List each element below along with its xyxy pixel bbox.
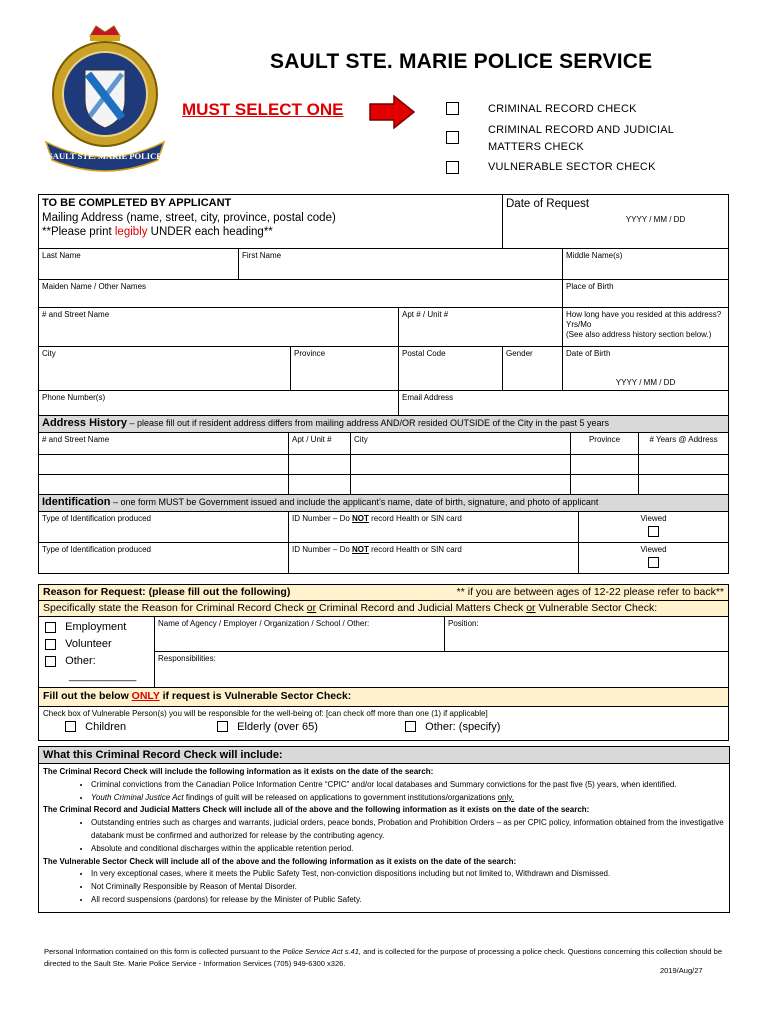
elderly-checkbox[interactable]	[217, 721, 228, 732]
arrow-right-icon	[368, 94, 416, 130]
id-viewed-2-cell	[579, 542, 729, 573]
employment-checkbox[interactable]	[45, 622, 56, 633]
history-apt-label: Apt / Unit #	[289, 432, 351, 454]
id-viewed-1-label: Viewed	[640, 513, 667, 523]
history-row-2-apt[interactable]	[289, 474, 351, 494]
middle-name-field[interactable]	[563, 249, 729, 280]
address-history-header: Address History – please fill out if resident address differs from mailing address AND/OR resided OUTSIDE of the City in the past 5 years	[39, 416, 729, 433]
id-viewed-2-label: Viewed	[640, 544, 667, 554]
crc-item-1: • Criminal convictions from the Canadian Police Information Centre “CPIC” and/or local databases and Summary convictions for the past five (5) years, when identified.	[91, 779, 725, 792]
reason-instruction: Specifically state the Reason for Criminal Record Check or Criminal Record and Judicial Matters Check or Vulnerable Sector Check:	[39, 601, 729, 617]
history-row-2-street[interactable]	[39, 474, 289, 494]
postal-code-field[interactable]	[399, 347, 503, 391]
history-row-1-city[interactable]	[351, 454, 571, 474]
last-name-label: Last Name	[42, 251, 81, 260]
address-history-table	[38, 415, 729, 495]
check-includes-section	[38, 746, 730, 913]
date-of-birth-field[interactable]	[563, 347, 729, 391]
crest-banner-text: SAULT STE. MARIE POLICE	[48, 151, 162, 161]
gender-field[interactable]	[503, 347, 563, 391]
other-vulnerable-checkbox[interactable]	[405, 721, 416, 732]
vs-heading: The Vulnerable Sector Check will include all of the above and the following information as it exists on the date of the search:	[43, 856, 517, 866]
city-label: City	[42, 349, 56, 358]
date-of-birth-label: Date of Birth	[566, 349, 611, 358]
vulnerable-persons-cell	[39, 706, 729, 740]
date-of-request-format: YYYY / MM / DD	[625, 215, 686, 225]
history-row-1-province[interactable]	[571, 454, 639, 474]
maiden-name-label: Maiden Name / Other Names	[42, 282, 147, 291]
applicant-table	[38, 194, 729, 420]
phone-number-label: Phone Number(s)	[42, 393, 106, 402]
history-row-2-province[interactable]	[571, 474, 639, 494]
resided-duration-field[interactable]	[563, 308, 729, 347]
place-of-birth-label: Place of Birth	[566, 282, 614, 291]
street-name-field[interactable]	[39, 308, 399, 347]
gender-label: Gender	[506, 349, 533, 358]
apt-unit-field[interactable]	[399, 308, 563, 347]
vulnerable-sector-check-label: VULNERABLE SECTOR CHECK	[488, 161, 656, 173]
privacy-footer: Personal Information contained on this form is collected pursuant to the Police Service Act s.41, and is collected for the purpose of processing a police check. Questions concerning this collection should be directed to the Sault Ste. Marie Police Service - Information Services (705) 949-6300 x326.	[44, 947, 723, 968]
province-label: Province	[294, 349, 326, 358]
city-field[interactable]	[39, 347, 291, 391]
history-row-1-apt[interactable]	[289, 454, 351, 474]
judicial-matters-check-label: CRIMINAL RECORD AND JUDICIAL	[488, 124, 675, 136]
check-includes-title: What this Criminal Record Check will include:	[39, 747, 729, 764]
criminal-record-check-checkbox[interactable]	[446, 102, 459, 115]
police-crest-logo	[40, 22, 170, 172]
print-legibly-note: **Please print legibly UNDER each heading**	[42, 226, 273, 239]
postal-code-label: Postal Code	[402, 349, 446, 358]
criminal-record-check-label: CRIMINAL RECORD CHECK	[488, 103, 637, 115]
volunteer-checkbox[interactable]	[45, 639, 56, 650]
id-number-1-label: ID Number – Do NOT record Health or SIN card	[292, 513, 462, 523]
crc-heading: The Criminal Record Check will include the following information as it exists on the date of the search:	[43, 767, 434, 776]
id-viewed-1-checkbox[interactable]	[648, 526, 659, 537]
jm-heading: The Criminal Record and Judicial Matters Check will include all of the above and the following information as it exists on the date of the search:	[43, 805, 590, 815]
vulnerable-persons-note: Check box of Vulnerable Person(s) you will be responsible for the well-being of: [can check off more than one (1) if applicable]	[43, 708, 488, 718]
id-type-1-field[interactable]	[39, 511, 289, 542]
jm-item-2: • Absolute and conditional discharges within the applicable retention period.	[91, 843, 725, 856]
resided-duration-label: How long have you resided at this address? Yrs/Mo	[566, 310, 722, 329]
reason-header: Reason for Request: (please fill out the following) ** if you are between ages of 12-22 please refer to back**	[39, 585, 729, 601]
history-street-label: # and Street Name	[39, 432, 289, 454]
reason-type-options	[39, 617, 155, 688]
other-reason-blank: ___________	[69, 670, 137, 683]
elderly-option[interactable]: Elderly (over 65)	[217, 721, 318, 735]
children-option[interactable]: Children	[65, 721, 126, 735]
judicial-matters-check-checkbox[interactable]	[446, 131, 459, 144]
maiden-name-field[interactable]	[39, 280, 563, 308]
last-name-field[interactable]	[39, 249, 239, 280]
judicial-matters-check-label-2: MATTERS CHECK	[488, 141, 584, 153]
jm-item-1: • Outstanding entries such as charges and warrants, judicial orders, peace bonds, Probation and Prohibition Orders – as per CPIC policy, information obtained from the investigative databank must be confirmed and authorized for release by the contributing agency.	[91, 817, 725, 843]
mailing-address-label: Mailing Address (name, street, city, province, postal code)	[42, 211, 336, 224]
page-title: SAULT STE. MARIE POLICE SERVICE	[270, 50, 653, 73]
vs-item-3: • All record suspensions (pardons) for release by the Minister of Public Safety.	[91, 894, 725, 907]
id-type-2-field[interactable]	[39, 542, 289, 573]
history-row-2-years[interactable]	[639, 474, 729, 494]
vs-item-1: • In very exceptional cases, where it meets the Public Safety Test, non-conviction dispositions including but not limited to, Withdrawn and Dismissed.	[91, 868, 725, 881]
agency-field[interactable]	[155, 617, 445, 652]
id-type-1-label: Type of Identification produced	[42, 513, 151, 523]
id-viewed-1-cell	[579, 511, 729, 542]
id-number-2-label: ID Number – Do NOT record Health or SIN card	[292, 544, 462, 554]
id-number-1-field[interactable]	[289, 511, 579, 542]
must-select-notice: MUST SELECT ONE	[182, 100, 344, 119]
reason-table	[38, 584, 729, 741]
crc-item-2: • Youth Criminal Justice Act findings of guilt will be released on applications to government institutions/organizations only.	[91, 792, 725, 805]
vulnerable-sector-check-checkbox[interactable]	[446, 161, 459, 174]
street-name-label: # and Street Name	[42, 310, 110, 319]
history-years-label: # Years @ Address	[639, 432, 729, 454]
first-name-label: First Name	[242, 251, 282, 260]
date-of-birth-format: YYYY / MM / DD	[615, 378, 676, 387]
other-vulnerable-option[interactable]: Other: (specify)	[405, 721, 500, 735]
agency-label: Name of Agency / Employer / Organization / School / Other:	[158, 619, 370, 629]
history-row-2-city[interactable]	[351, 474, 571, 494]
identification-table	[38, 494, 729, 574]
id-number-2-field[interactable]	[289, 542, 579, 573]
history-row-1-street[interactable]	[39, 454, 289, 474]
vs-item-2: • Not Criminally Responsible by Reason of Mental Disorder.	[91, 881, 725, 894]
responsibilities-label: Responsibilities:	[158, 653, 216, 663]
resided-duration-note: (See also address history section below.)	[566, 330, 712, 339]
vulnerable-only-header: Fill out the below ONLY if request is Vulnerable Sector Check:	[39, 688, 729, 706]
apt-unit-label: Apt # / Unit #	[402, 310, 449, 319]
history-row-1-years[interactable]	[639, 454, 729, 474]
identification-header: Identification – one form MUST be Government issued and include the applicant’s name, date of birth, signature, and photo of applicant	[39, 495, 729, 512]
position-field[interactable]	[445, 617, 729, 652]
email-address-label: Email Address	[402, 393, 454, 402]
first-name-field[interactable]	[239, 249, 563, 280]
position-label: Position:	[448, 619, 479, 629]
middle-name-label: Middle Name(s)	[566, 251, 623, 260]
other-checkbox[interactable]	[45, 656, 56, 667]
id-type-2-label: Type of Identification produced	[42, 544, 151, 554]
responsibilities-field[interactable]	[155, 651, 729, 688]
date-of-request-label: Date of Request	[506, 198, 590, 210]
province-field[interactable]	[291, 347, 399, 391]
reason-volunteer-option[interactable]: Volunteer	[45, 636, 151, 653]
date-of-request-field[interactable]	[503, 195, 729, 249]
history-city-label: City	[351, 432, 571, 454]
children-checkbox[interactable]	[65, 721, 76, 732]
reason-other-option[interactable]: Other:	[45, 653, 151, 670]
place-of-birth-field[interactable]	[563, 280, 729, 308]
id-viewed-2-checkbox[interactable]	[648, 557, 659, 568]
applicant-heading: TO BE COMPLETED BY APPLICANT	[42, 197, 232, 209]
history-province-label: Province	[571, 432, 639, 454]
reason-employment-option[interactable]: Employment	[45, 619, 151, 636]
form-revision-date: 2019/Aug/27	[660, 966, 703, 975]
